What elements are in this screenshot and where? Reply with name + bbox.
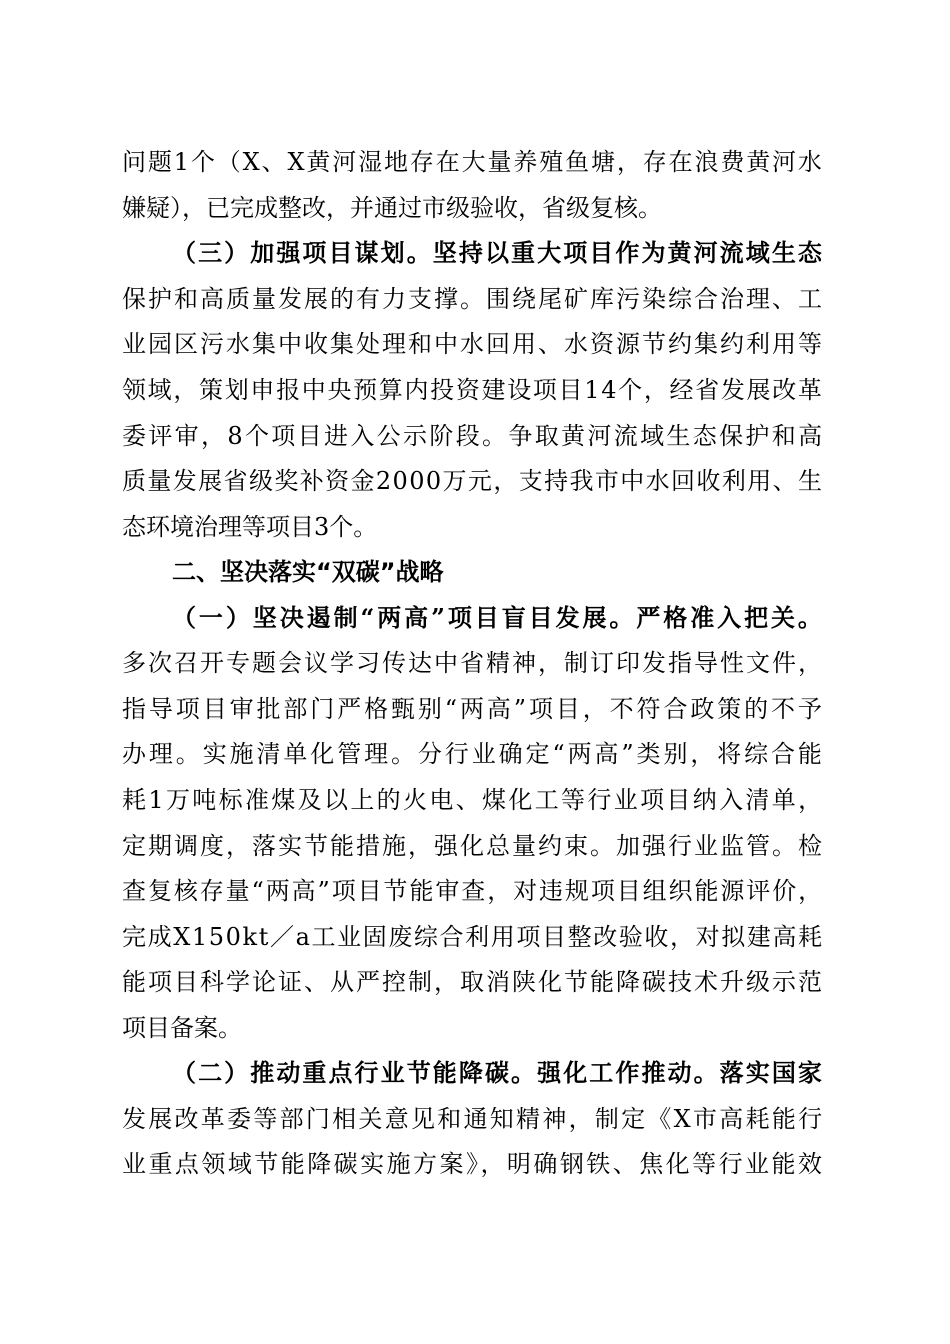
section-subheading-line [0,596,950,640]
line-text: 质量发展省级奖补资金2000万元，支持我市中水回收利用、生 [122,467,824,495]
text-line [0,1142,950,1186]
text-line [0,322,950,366]
text-line [0,1097,950,1141]
line-text: 查复核存量“两高”项目节能审查，对违规项目组织能源评价， [122,877,825,905]
text-line [0,687,950,731]
section-subheading-line [0,1051,950,1095]
text-line [0,641,950,685]
line-text: 能项目科学论证、从严控制，取消陕化节能降碳技术升级示范 [122,968,824,996]
line-text: （一）坚决遏制“两高”项目盲目发展。严格准入把关。 [172,603,825,632]
line-text: 保护和高质量发展的有力支撑。围绕尾矿库污染综合治理、工 [122,285,824,313]
line-text: 业重点领域节能降碳实施方案》，明确钢铁、焦化等行业能效 [122,1150,825,1178]
text-line [0,186,950,230]
line-text: （二）推动重点行业节能降碳。强化工作推动。落实国家 [172,1058,824,1087]
text-line [0,960,950,1004]
line-text: 多次召开专题会议学习传达中省精神，制订印发指导性文件， [122,649,824,677]
line-text: 定期调度，落实节能措施，强化总量约束。加强行业监管。检 [122,832,824,860]
section-heading: 二、坚决落实“双碳”战略 [172,558,444,586]
text-line [0,368,950,412]
text-line [0,824,950,868]
line-text: 发展改革委等部门相关意见和通知精神，制定《X市高耗能行 [122,1105,825,1133]
line-text: 耗1万吨标准煤及以上的火电、煤化工等行业项目纳入清单， [122,786,825,814]
text-line [0,414,950,458]
line-text: 嫌疑），已完成整改，并通过市级验收，省级复核。 [122,194,662,222]
text-line [0,1006,950,1050]
line-text: 业园区污水集中收集处理和中水回用、水资源节约集约利用等 [122,330,824,358]
line-text: 态环境治理等项目3个。 [122,513,378,541]
text-line [0,732,950,776]
line-text: （三）加强项目谋划。坚持以重大项目作为黄河流域生态 [172,238,824,267]
line-text: 项目备案。 [122,1014,242,1042]
text-line [0,915,950,959]
text-line [0,869,950,913]
section-heading-line [0,550,950,594]
section-subheading-line [0,231,950,275]
text-line [0,459,950,503]
line-text: 委评审，8个项目进入公示阶段。争取黄河流域生态保护和高 [122,422,825,450]
line-text: 问题1个（X、X黄河湿地存在大量养殖鱼塘，存在浪费黄河水 [122,148,824,176]
text-line [0,778,950,822]
line-text: 指导项目审批部门严格甄别“两高”项目，不符合政策的不予 [122,695,825,723]
text-line [0,140,950,184]
line-text: 领域，策划申报中央预算内投资建设项目14个，经省发展改革 [122,376,824,404]
text-line [0,505,950,549]
line-text: 办理。实施清单化管理。分行业确定“两高”类别，将综合能 [122,740,825,768]
text-line [0,277,950,321]
line-text: 完成X150kt／a工业固废综合利用项目整改验收，对拟建高耗 [122,923,824,951]
